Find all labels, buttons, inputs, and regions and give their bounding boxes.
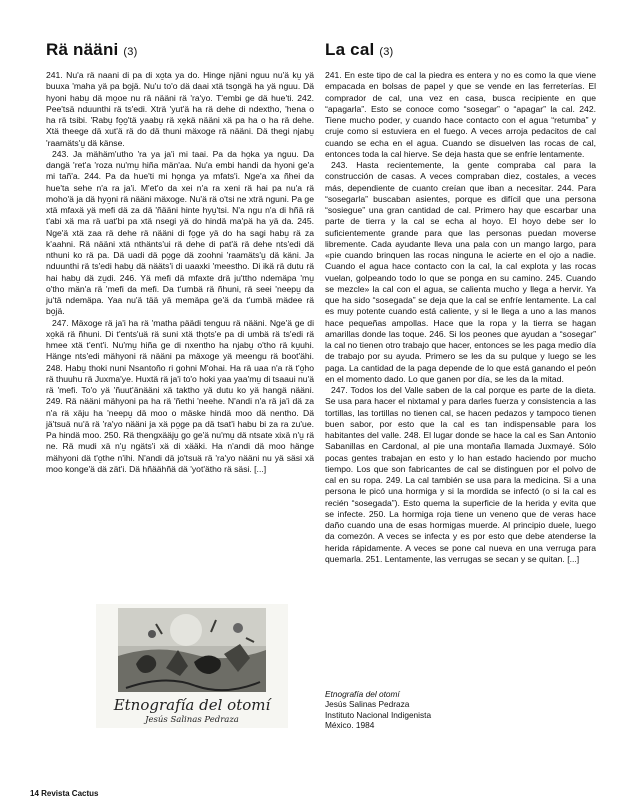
spanish-paragraph: 247. Todos los del Valle saben de la cal porque es parte de la dieta. Se usa para hacer el nixtamal y para darles fuerza y consistencia a las tortillas, las tortillas no tienen cal, se hacen pedazos y tampoco tienen buen sabor, por esto que la cal es tan indispensable para los habitantes del valle. 248. El lugar donde se hace la cal es San Antonio Sabanillas en Cardonal, al pie una montaña llamada Juxmayé. Sólo pocas gentes trabajan en esto y lo han estado haciendo por mucho tiempo. Los que son fabricantes de cal se distinguen por el polvo de cal en su ropa. 249. La cal también se usa para la medicina. Si a una persona le picó una hormiga y si la mordida se infectó (o si la cal es recién “sosegada”). Esto quema la superficie de la herida y evita que se infecte. 250. La hormiga roja tiene un veneno que de veras hace daño cuando una de esas hormigas muerde. Al principio duele, luego da comezón. A veces se infecta y es por esto que debe atenderse la herida rápidamente. A veces se pone cal nueva en una verruga para quemarla. 251. Lentamente, las verrugas se secan y se quitan. [...] [325, 385, 596, 564]
otomi-title-text: Rä nääni [46, 40, 119, 59]
book-cover-illustration [96, 604, 288, 696]
page-folio: 14 Revista Cactus [30, 789, 99, 798]
credit-publisher: Instituto Nacional Indigenista [325, 709, 432, 720]
spanish-body [325, 70, 596, 565]
spanish-column [325, 40, 596, 565]
otomi-column [46, 40, 314, 475]
credit-book: Etnografía del otomí [325, 689, 400, 699]
spanish-title-text: La cal [325, 40, 375, 59]
otomi-body [46, 70, 314, 475]
otomi-paragraph: 247. Mäxoge rä ja'i ha rä 'matha päädi tenguu rä nääni. Nge'ä ge di xo̱kä rä ñhuni. Di t'ents'uä rä suni xtä tho̱ts'e pa di umbä rä ts'edi rä hmee xtä t'ent'i. Nu'mu̱ hiña ge di nxentho ha njabu̱ o'tho rä ku̱uhi. Hänge nts'edi mähyoni rä nääni pa mäxoge yä meengu rä boot'ähi. 248. Habu̱ thoki nuni Nsantoño ri gohni M'ohai. Ha rä uaa n'a rä t'o̱ho rä thuuhu rä Juxma'ye. Huxtä rä ja'i to'o hoki yaa yaa'mu̱ di tsaaui nu'ä rä 'mefi. To'o yä 'ñuut'änääni xä taktho yä dutu ko yä hangä nääni. 249. Rä nääni mähyoni pa ha rä 'ñethi 'neehe. N'andi n'a rä ja'i dä za n'a rä xäju ha 'neepu̱ dä moo o mäske hindä moo dä nentho. Dä jä'tsuä nu'ä rä 'ra'yo nääni ja xä po̱ge pa dä tsat'i habu bi za ra zu'ue. Pa hindä moo. 250. Rä thengxääju̱ go ge'ä nu'mu̱ dä ntsate xixä n'u̱ rä ne. Rä mudi xä n'u̱ ngäts'i xä di xääki. Ha n'andi dä moo hänge mähyoni dä t'o̱the n'ihi. N'andi dä jo'tsuä rä 'ra'yo nääni nu yä säsi xä moo konge'ä dä zät'i. Dä hñäähñä dä 'yot'ätho rä säsi. [...] [46, 317, 314, 474]
otomi-title-number: (3) [123, 46, 138, 58]
spanish-title [325, 40, 596, 60]
otomi-title [46, 40, 314, 60]
book-cover-figure [96, 604, 288, 728]
otomi-paragraph: 241. Nu'a rä naani di pa di xo̱ta ya do. Hinge njäni nguu nu'ä ku̱ yä buuxa 'maha yä pa bo̱jä. Nu'u to'o dä daai xtä tso̱ngä ha yä nguu. Dä hyoni habu̱ dä mo̱oe nu rä nääni rä 'ra'yo. T'embi ge dä hue'ti. 242. Pee'tsä nduunthi rä ts'edi. Xträ 'yut'ä ha rä dehe di ndextho, 'hena o ha rä tsibi. 'Rabu̱ fo̱o̱'tä yaabu̱ rä xe̱kä nääni xä pa ha o ha rä dehe. Xtä theege dä xut'ä rä do dä thuni mäxoge rä nääni. Dä thegi njabu̱ 'raamäts'u̱ dä känse. [46, 70, 314, 148]
source-credits [325, 689, 431, 730]
spanish-title-number: (3) [379, 46, 394, 58]
book-cover-title: Etnografía del otomí [113, 696, 271, 714]
spanish-paragraph: 243. Hasta recientemente, la gente compraba cal para la construcción de casas. A veces compraban diez, costales, a veces más, dependiente de cuanto creían que iban a necesitar. 244. Para “sosegarla” buscaban asientes, porque es difícil que una persona “sosiegue” una gran cantidad de cal. Primero hay que escarbar una parte de tierra y la cal se echa al hoyo. El hoyo debe ser lo suficientemente grande para que las personas puedan moverse libremente. Cada ayudante lleva una pala con un mango largo, para «pie cuando brinquen las rocas ninguna le acierte en el ojo a nadie. Cuando el agua hace contacto con la cal, la cal explota y las rocas vuelan, golpeando todo lo que se ponga en su camino. 245. Cuando se mezcle» la cal con el agua, se calienta mucho y llega a hervir. Ya que ha sido “sosegada” se deja que la cal se enfríe lentamente. La cal es muy potente cuando está caliente, y si le llega a uno a las manos hace pequeñas ampollas. Hace que la ropa y la tierra se hagan amarillas donde las toque. 246. Si los peones que ayudan a “sosegar” la cal no tienen otro trabajo que hacer, entonces se les paga medio día de trabajo por su ayuda. Primero se les da su pulque y luego se les paga. La cantidad de la paga depende de lo que está ganando el peón en el momento dado. Lo que ganen por día, se les da la mitad. [325, 160, 596, 384]
book-cover-author: Jesús Salinas Pedraza [145, 715, 239, 725]
credit-author: Jesús Salinas Pedraza [325, 699, 410, 710]
credit-place-year: México. 1984 [325, 719, 375, 730]
spanish-paragraph: 241. En este tipo de cal la piedra es entera y no es como la que viene empacada en bolsas de papel y que se vende en las ferreterías. El comprador de cal, una vez en casa, busca recipiente en que “apagarla”. Esto se conoce como “sosegar” o “apagar” la cal. 242. Tiene mucho poder, y cuando hace contacto con el agua “retumba” y cruje como si estuviera en el fuego. A veces arroja pedacitos de cal cuando se echa en el agua. Cuando se disuelven las rocas de cal, entonces toda la cal hierve. Se deja hasta que se enfríe lentamente. [325, 70, 596, 159]
otomi-paragraph: 243. Ja mähäm'utho 'ra ya ja'i mi taai. Pa da ho̱ka ya nguu. Da dangä 'ret'a 'roza nu'mu̱ hiña män'aa. Nu'a embi handi da hyoni ge'a mi tañ'a. 244. Pa da hue'ti mi ho̱nga ya mfats'i. Nge'a xa ñhei da hue'ta sehe n'a ra ja'i. M'et'o da xei n'a ra xeni rä hai pa nu'a rä moho'ä ja dä hyo̱ni rä nääni mäxoge. Nu'ä rä o'tsi ne xträ nguni. Pa ge xtä mfaxä yä mefi dä za dä 'ñääni hinte hyu̱'tsi. N'a ngu n'a di hñä rä t'abi xä ma rä uat'bi pa xtä nsegi yä do hindä ma'pä ha yä da. 245. Nge'ä xtä zaa rä dehe rä nääni di fo̱ge yä do ha sagi habu̱ rä za k'aahni. Rä nääni xtä nthänts'ui rä dehe di pat'ä rä dehe nts'edi dä nthuni ko rä pa. Dä uadi dä po̱ge dä zoohni 'raamäts'u̱ dä käni. Ja nduunthi rä ts'edi habu̱ dä nääts'i di uaaxki 'meestho. Di ikä rä dutu rä hai habu̱ dä zu̱di. 246. Yä mefi dä mfaxte drä ju'ttho ndemäpa 'mu̱ o'tho män'a rä 'mefi da mefi. Da t'umbä rä ñhuni, rä seei 'neepu̱ da ju'tä ndemäpa. Yaa nu'ä tää yä memäpa ge'ä da t'umbä mädee rä bo̱jä. [46, 148, 314, 317]
